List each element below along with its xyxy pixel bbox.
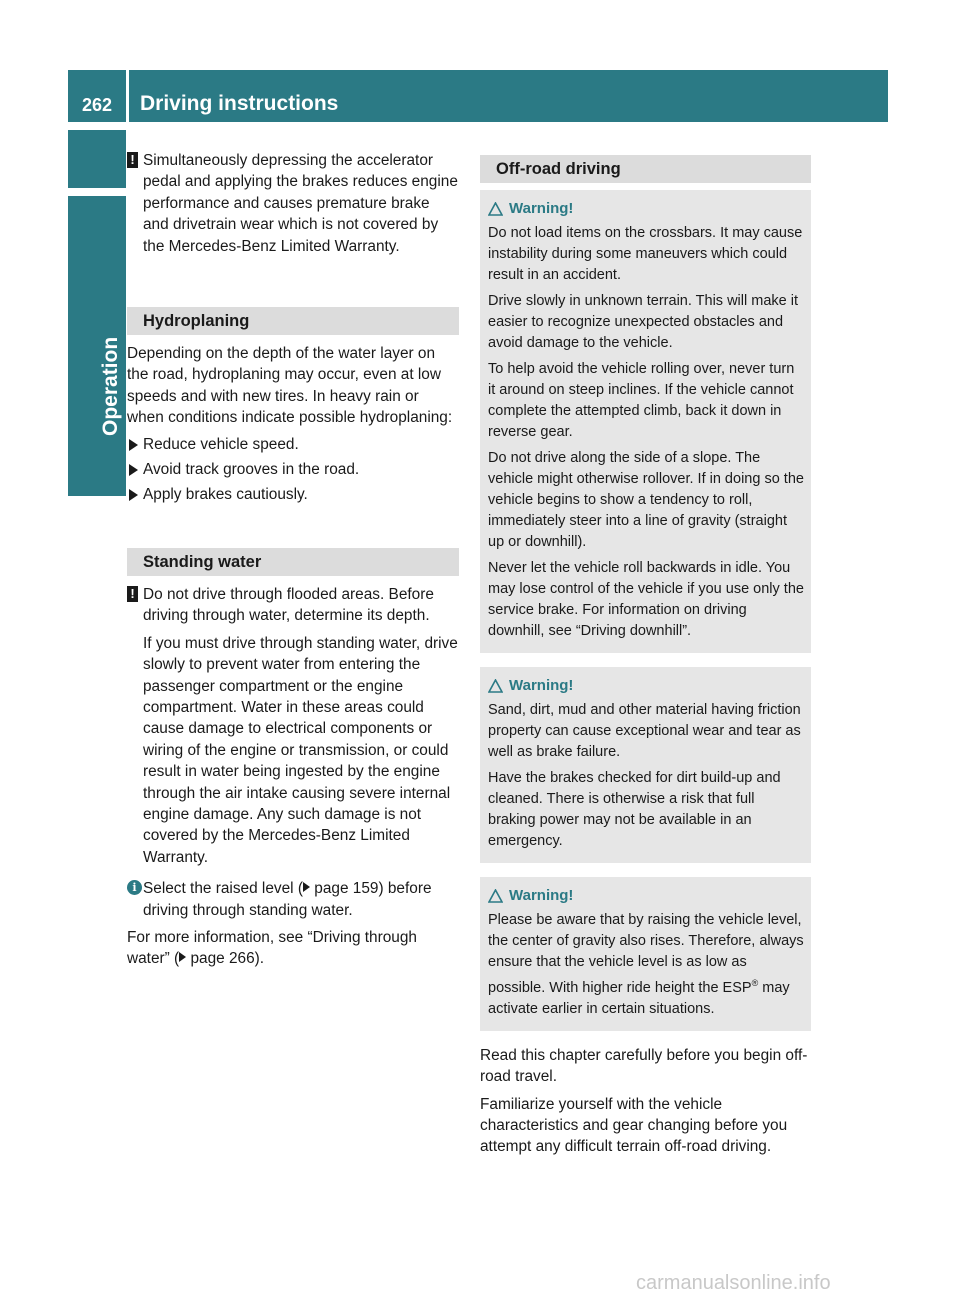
arrow-right-icon: [129, 464, 138, 476]
off-road-para-1: Read this chapter carefully before you begin off-road travel.: [480, 1046, 808, 1086]
standing-water-heading: Standing water: [127, 548, 459, 576]
off-road-heading: Off-road driving: [480, 155, 811, 183]
page-reference-icon: [303, 882, 310, 892]
side-tab-label: Operation: [99, 336, 122, 436]
info-note: i Select the raised level ( page 159) before driving through standing water.: [127, 878, 459, 921]
list-item: Avoid track grooves in the road.: [127, 459, 459, 480]
left-column: [127, 150, 459, 976]
hydroplaning-intro: Depending on the depth of the water layer on the road, hydroplaning may occur, even at low speeds and with new tires. In heavy rain or when conditions indicate possible hydroplaning:: [127, 345, 453, 427]
flood-note: [127, 584, 459, 868]
watermark: carmanualsonline.info: [636, 1272, 831, 1294]
flood-note-p2: If you must drive through standing water, drive slowly to prevent water from entering the passenger compartment or the engine compartment. Water in these areas could cause damage to electrical components or wiring of the engine or transmission, or could result in water being ingested by the engine through the air intake causing severe internal engine damage. Any such damage is not covered by the Mercedes-Benz Limited Warranty.: [143, 634, 458, 866]
warning-box: Warning! Do not load items on the crossbars. It may cause instability during some maneuvers which could result in an accident. Drive slowly in unknown terrain. This will make it easier to recognize unexpected obstacles and avoid damage to the vehicle. To help avoid the vehicle rolling over, never turn it around on steep inclines. If the vehicle cannot complete the attempted climb, back it down in reverse gear. Do not drive along the side of a slope. The vehicle might otherwise rollover. If in doing so the vehicle begins to show a tendency to roll, immediately steer into a line of gravity (straight up or downhill). Never let the vehicle roll backwards in idle. You may lose control of the vehicle if you use only the service brake. For information on driving downhill, see “Driving downhill”.: [480, 190, 811, 653]
page-reference-icon: [179, 952, 186, 962]
info-icon: i: [127, 880, 142, 895]
arrow-right-icon: [129, 439, 138, 451]
list-item: Reduce vehicle speed.: [127, 434, 459, 455]
list-item: Apply brakes cautiously.: [127, 484, 459, 505]
warning-label: Warning!: [509, 677, 574, 694]
page-title: Driving instructions: [140, 92, 339, 115]
exclamation-icon: !: [127, 586, 138, 602]
side-tab-square: [68, 130, 126, 188]
warning-triangle-icon: [488, 202, 503, 216]
page-reference-link[interactable]: page 266).: [190, 950, 265, 968]
header-divider: [126, 70, 129, 122]
warning-label: Warning!: [509, 200, 574, 217]
warning-label: Warning!: [509, 887, 574, 904]
warning-box: Warning! Please be aware that by raising the vehicle level, the center of gravity also rises. Therefore, always ensure that the vehicle level is as low as possible. With higher ride height the ESP® may activate earlier in certain situations.: [480, 877, 811, 1031]
flood-note-p1: Do not drive through flooded areas. Before driving through water, determine its depth.: [143, 585, 434, 625]
warning-triangle-icon: [488, 889, 503, 903]
page-reference-link[interactable]: page 159): [314, 880, 384, 898]
page-number: 262: [81, 95, 113, 115]
braking-note: [127, 150, 459, 257]
off-road-para-2: Familiarize yourself with the vehicle characteristics and gear changing before you attempt any difficult terrain off-road driving.: [480, 1095, 788, 1156]
warning-triangle-icon: [488, 679, 503, 693]
exclamation-icon: !: [127, 152, 138, 168]
hydroplaning-heading: Hydroplaning: [127, 307, 459, 335]
arrow-right-icon: [129, 489, 138, 501]
right-column: [480, 155, 811, 1164]
braking-note-text: Simultaneously depressing the accelerator pedal and applying the brakes reduces engine performance and causes premature brake and drivetrain wear which is not covered by the Mercedes-Benz Limited Warranty.: [143, 152, 458, 255]
warning-box: Warning! Sand, dirt, mud and other material having friction property can cause exceptional wear and tear as well as brake failure. Have the brakes checked for dirt build-up and cleaned. There is otherwise a risk that full braking power may not be available in an emergency.: [480, 667, 811, 863]
more-info-text: For more information, see “Driving through water” ( page 266).: [127, 928, 417, 968]
